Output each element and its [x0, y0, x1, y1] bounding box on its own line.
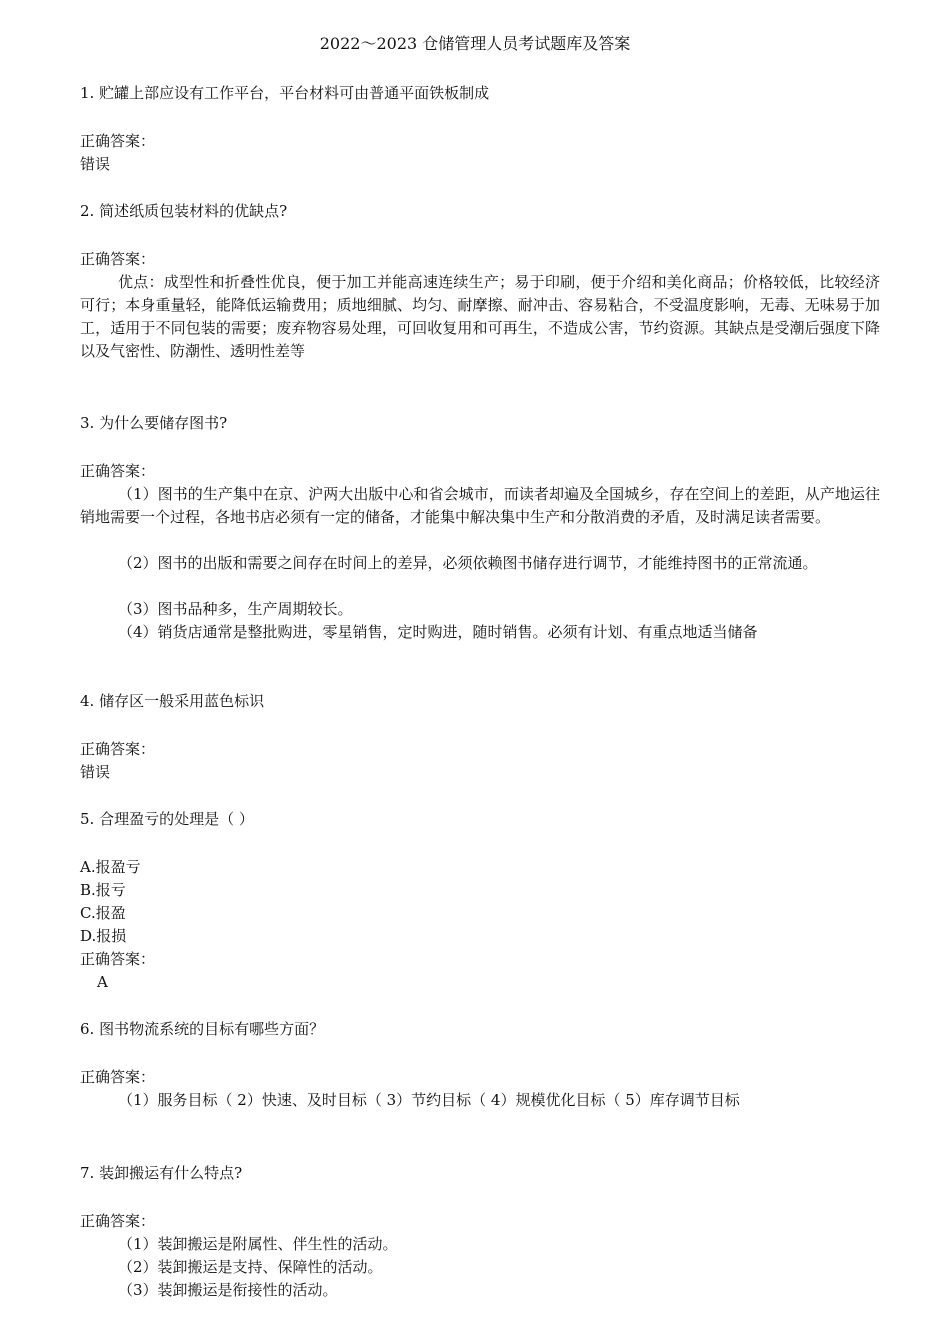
question-text: 为什么要储存图书?: [99, 414, 228, 432]
answer-label: 正确答案：: [80, 250, 156, 268]
question-number: 1.: [80, 84, 95, 102]
question-text: 合理盈亏的处理是（ ）: [99, 810, 254, 828]
answer-text: 错误: [80, 155, 111, 173]
question-4: [80, 690, 264, 713]
answer-paragraph: 优点：成型性和折叠性优良，便于加工并能高速连续生产；易于印刷，便于介绍和美化商品；价格较低，比较经济可行；本身重量轻，能降低运输费用；质地细腻、均匀、耐摩擦、耐冲击、容易粘合，不受温度影响，无毒、无味易于加工，适用于不同包装的需要；废弃物容易处理，可回收复用和可再生，不造成公害，节约资源。其缺点是受潮后强度下降以及气密性、防潮性、透明性差等: [80, 273, 880, 360]
option-a: A.报盈亏: [80, 858, 141, 876]
answer-paragraph: （4）销货店通常是整批购进，零星销售，定时购进，随时销售。必须有计划、有重点地适当储备: [118, 623, 758, 641]
answer-label: 正确答案：: [80, 1068, 156, 1086]
question-2: [80, 200, 287, 223]
question-number: 3.: [80, 414, 95, 432]
question-text: 简述纸质包装材料的优缺点?: [99, 202, 288, 220]
question-text: 装卸搬运有什么特点?: [99, 1164, 243, 1182]
answer-label: 正确答案：: [80, 462, 156, 480]
option-b: B.报亏: [80, 881, 126, 899]
option-c: C.报盈: [80, 904, 126, 922]
question-6: [80, 1018, 324, 1041]
answer-label: 正确答案：: [80, 950, 156, 968]
question-3: [80, 412, 227, 435]
question-number: 4.: [80, 692, 95, 710]
answer-label: 正确答案：: [80, 1212, 156, 1230]
answer-paragraph: （1）装卸搬运是附属性、伴生性的活动。: [118, 1235, 398, 1253]
question-number: 5.: [80, 810, 95, 828]
question-7: [80, 1162, 242, 1185]
answer-text: A: [97, 973, 108, 991]
answer-paragraph: （2）图书的出版和需要之间存在时间上的差异，必须依赖图书储存进行调节，才能维持图书的正常流通。: [118, 554, 818, 572]
question-5: [80, 808, 254, 831]
answer-paragraph: （2）装卸搬运是支持、保障性的活动。: [118, 1258, 383, 1276]
question-1: [80, 82, 489, 105]
question-text: 储存区一般采用蓝色标识: [99, 692, 265, 710]
answer-text: （1）服务目标（ 2）快速、及时目标（ 3）节约目标（ 4）规模优化目标（ 5）库存调节目标: [118, 1091, 740, 1109]
question-number: 6.: [80, 1020, 95, 1038]
question-number: 7.: [80, 1164, 95, 1182]
answer-paragraph: （3）装卸搬运是衔接性的活动。: [118, 1281, 338, 1299]
answer-label: 正确答案：: [80, 132, 156, 150]
answer-text: 错误: [80, 763, 111, 781]
question-text: 贮罐上部应设有工作平台，平台材料可由普通平面铁板制成: [99, 84, 490, 102]
answer-paragraph: （3）图书品种多，生产周期较长。: [118, 600, 353, 618]
document-title: 2022～2023 仓储管理人员考试题库及答案: [319, 34, 631, 53]
option-d: D.报损: [80, 927, 127, 945]
answer-paragraph: （1）图书的生产集中在京、沪两大出版中心和省会城市，而读者却遍及全国城乡，存在空间上的差距，从产地运往销地需要一个过程，各地书店必须有一定的储备，才能集中解决集中生产和分散消费的矛盾，及时满足读者需要。: [80, 485, 880, 526]
question-text: 图书物流系统的目标有哪些方面？: [99, 1020, 325, 1038]
question-number: 2.: [80, 202, 95, 220]
answer-label: 正确答案：: [80, 740, 156, 758]
